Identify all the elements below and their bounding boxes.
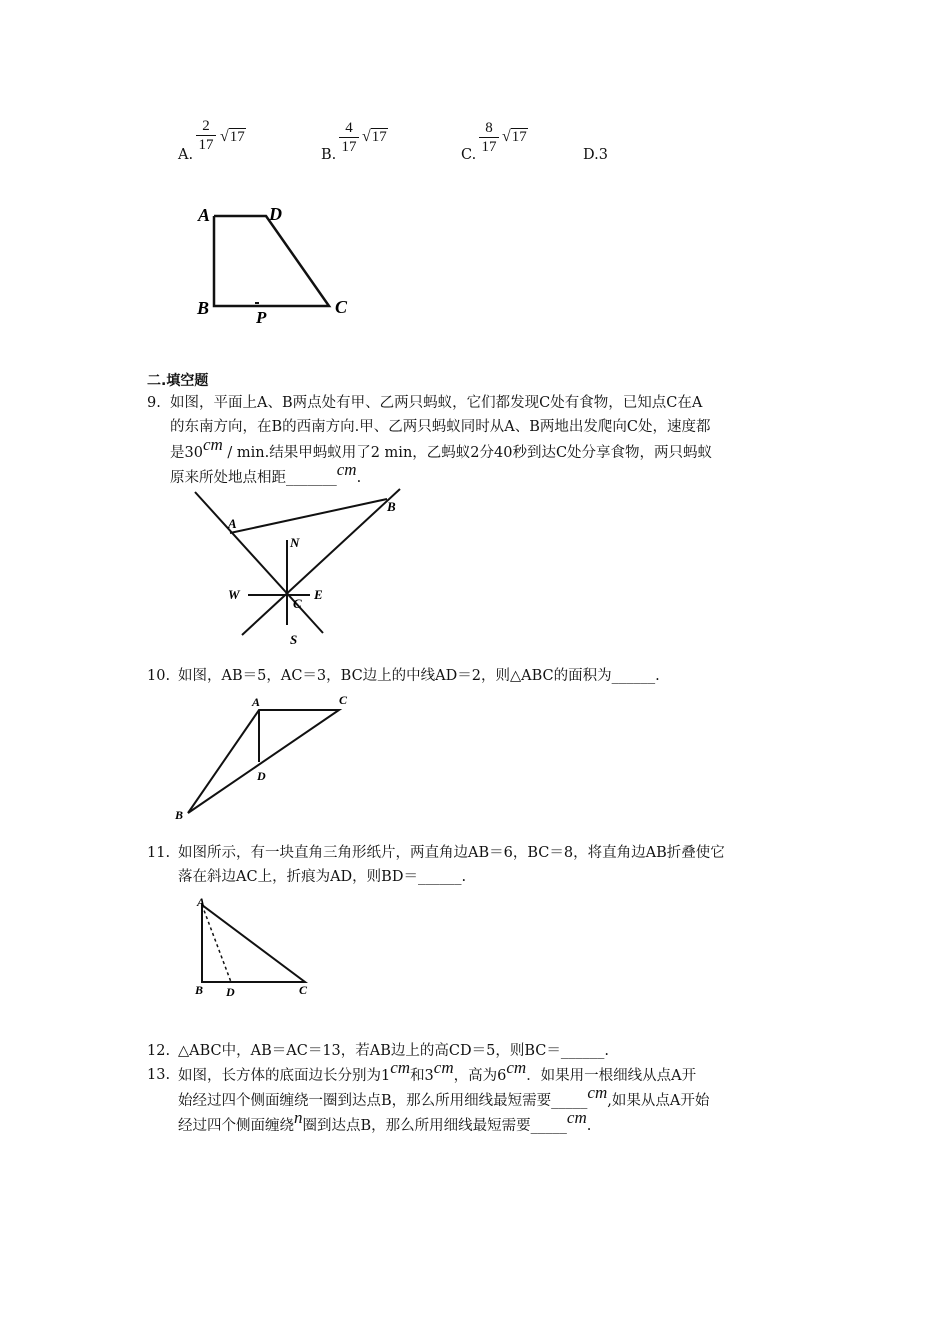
- label-c: C: [339, 693, 348, 707]
- label-w: W: [228, 587, 240, 602]
- option-b-fraction: 4 17: [339, 120, 359, 155]
- option-a-label: A.: [178, 147, 194, 163]
- label-d: D: [269, 204, 282, 224]
- line-a-b: [230, 499, 387, 533]
- q13-line3: 经过四个侧面缠绕n圈到达点B，那么所用细线最短需要_____cm.: [178, 1108, 592, 1134]
- label-a: A: [252, 695, 261, 709]
- q13-line2: 始经过四个侧面缠绕一圈到达点B，那么所用细线最短需要_____cm,如果从点A开始: [178, 1083, 710, 1109]
- section-title: 二.填空题: [147, 373, 209, 389]
- q11-line1: 如图所示，有一块直角三角形纸片，两直角边AB＝6，BC＝8，将直角边AB折叠使它: [178, 845, 725, 861]
- line-a-c: [195, 492, 323, 633]
- option-c-fraction: 8 17: [479, 120, 499, 155]
- option-b-radical: √17: [362, 128, 387, 145]
- label-a: A: [198, 205, 211, 225]
- q10-number: 10.: [147, 668, 171, 684]
- option-c-label: C.: [461, 147, 477, 163]
- q11-number: 11.: [147, 845, 171, 861]
- q12-text: △ABC中，AB＝AC＝13，若AB边上的高CD＝5，则BC＝______.: [178, 1043, 609, 1059]
- label-b: B: [195, 983, 204, 997]
- triangle-abc: [188, 710, 339, 813]
- option-a-fraction: 2 17: [196, 118, 216, 153]
- q9-line1: 如图，平面上A、B两点处有甲、乙两只蚂蚁，它们都发现C处有食物，已知点C在A: [170, 395, 703, 411]
- label-d: D: [226, 985, 235, 999]
- label-p: P: [256, 308, 267, 325]
- triangle-abc: [202, 905, 305, 982]
- label-n: N: [290, 535, 300, 550]
- q11-line2: 落在斜边AC上，折痕为AD，则BD＝______.: [178, 869, 467, 885]
- q13-number: 13.: [147, 1067, 171, 1083]
- option-a-radical: √17: [220, 128, 245, 145]
- label-e: E: [314, 587, 323, 602]
- option-d-label: D.: [583, 147, 599, 163]
- label-c: C: [299, 983, 308, 997]
- unit-cm: cm: [566, 1108, 587, 1127]
- unit-cm: cm: [390, 1058, 411, 1077]
- label-c: C: [293, 596, 302, 611]
- label-b: B: [175, 808, 184, 822]
- option-b-label: B.: [321, 147, 337, 163]
- label-b: B: [387, 499, 396, 514]
- ant-figure: [190, 485, 410, 650]
- unit-cm: cm: [202, 435, 223, 454]
- median-figure: [172, 690, 362, 825]
- q9-line2: 的东南方向，在B的西南方向.甲、乙两只蚂蚁同时从A、B两地出发爬向C处，速度都: [170, 419, 711, 435]
- label-a: A: [228, 516, 237, 531]
- q12-number: 12.: [147, 1043, 171, 1059]
- unit-cm: cm: [336, 460, 357, 479]
- unit-cm: cm: [587, 1083, 608, 1102]
- q9-number: 9.: [147, 395, 161, 411]
- trapezoid-outline: [214, 216, 329, 306]
- fold-figure: [190, 893, 325, 1003]
- variable-n: n: [294, 1108, 303, 1127]
- q9-line4: 原来所处地点相距_______cm.: [170, 460, 362, 486]
- unit-cm: cm: [433, 1058, 454, 1077]
- q9-line3: 是30cm / min.结果甲蚂蚁用了2 min，乙蚂蚁2分40秒到达C处分享食物，两只蚂蚁: [170, 435, 713, 461]
- label-c: C: [335, 297, 348, 317]
- option-c-radical: √17: [502, 128, 527, 145]
- label-d: D: [257, 769, 266, 783]
- trapezoid-figure: [185, 195, 360, 325]
- unit-cm: cm: [506, 1058, 527, 1077]
- label-s: S: [290, 632, 298, 647]
- q10-text: 如图，AB＝5，AC＝3，BC边上的中线AD＝2，则△ABC的面积为______.: [178, 668, 660, 684]
- label-b: B: [197, 298, 210, 318]
- option-d: [583, 144, 608, 166]
- option-d-value: 3: [598, 147, 608, 163]
- line-b-c: [242, 489, 400, 635]
- label-a: A: [197, 895, 206, 909]
- q13-line1: 如图，长方体的底面边长分别为1cm和3cm，高为6cm．如果用一根细线从点A开: [178, 1058, 697, 1084]
